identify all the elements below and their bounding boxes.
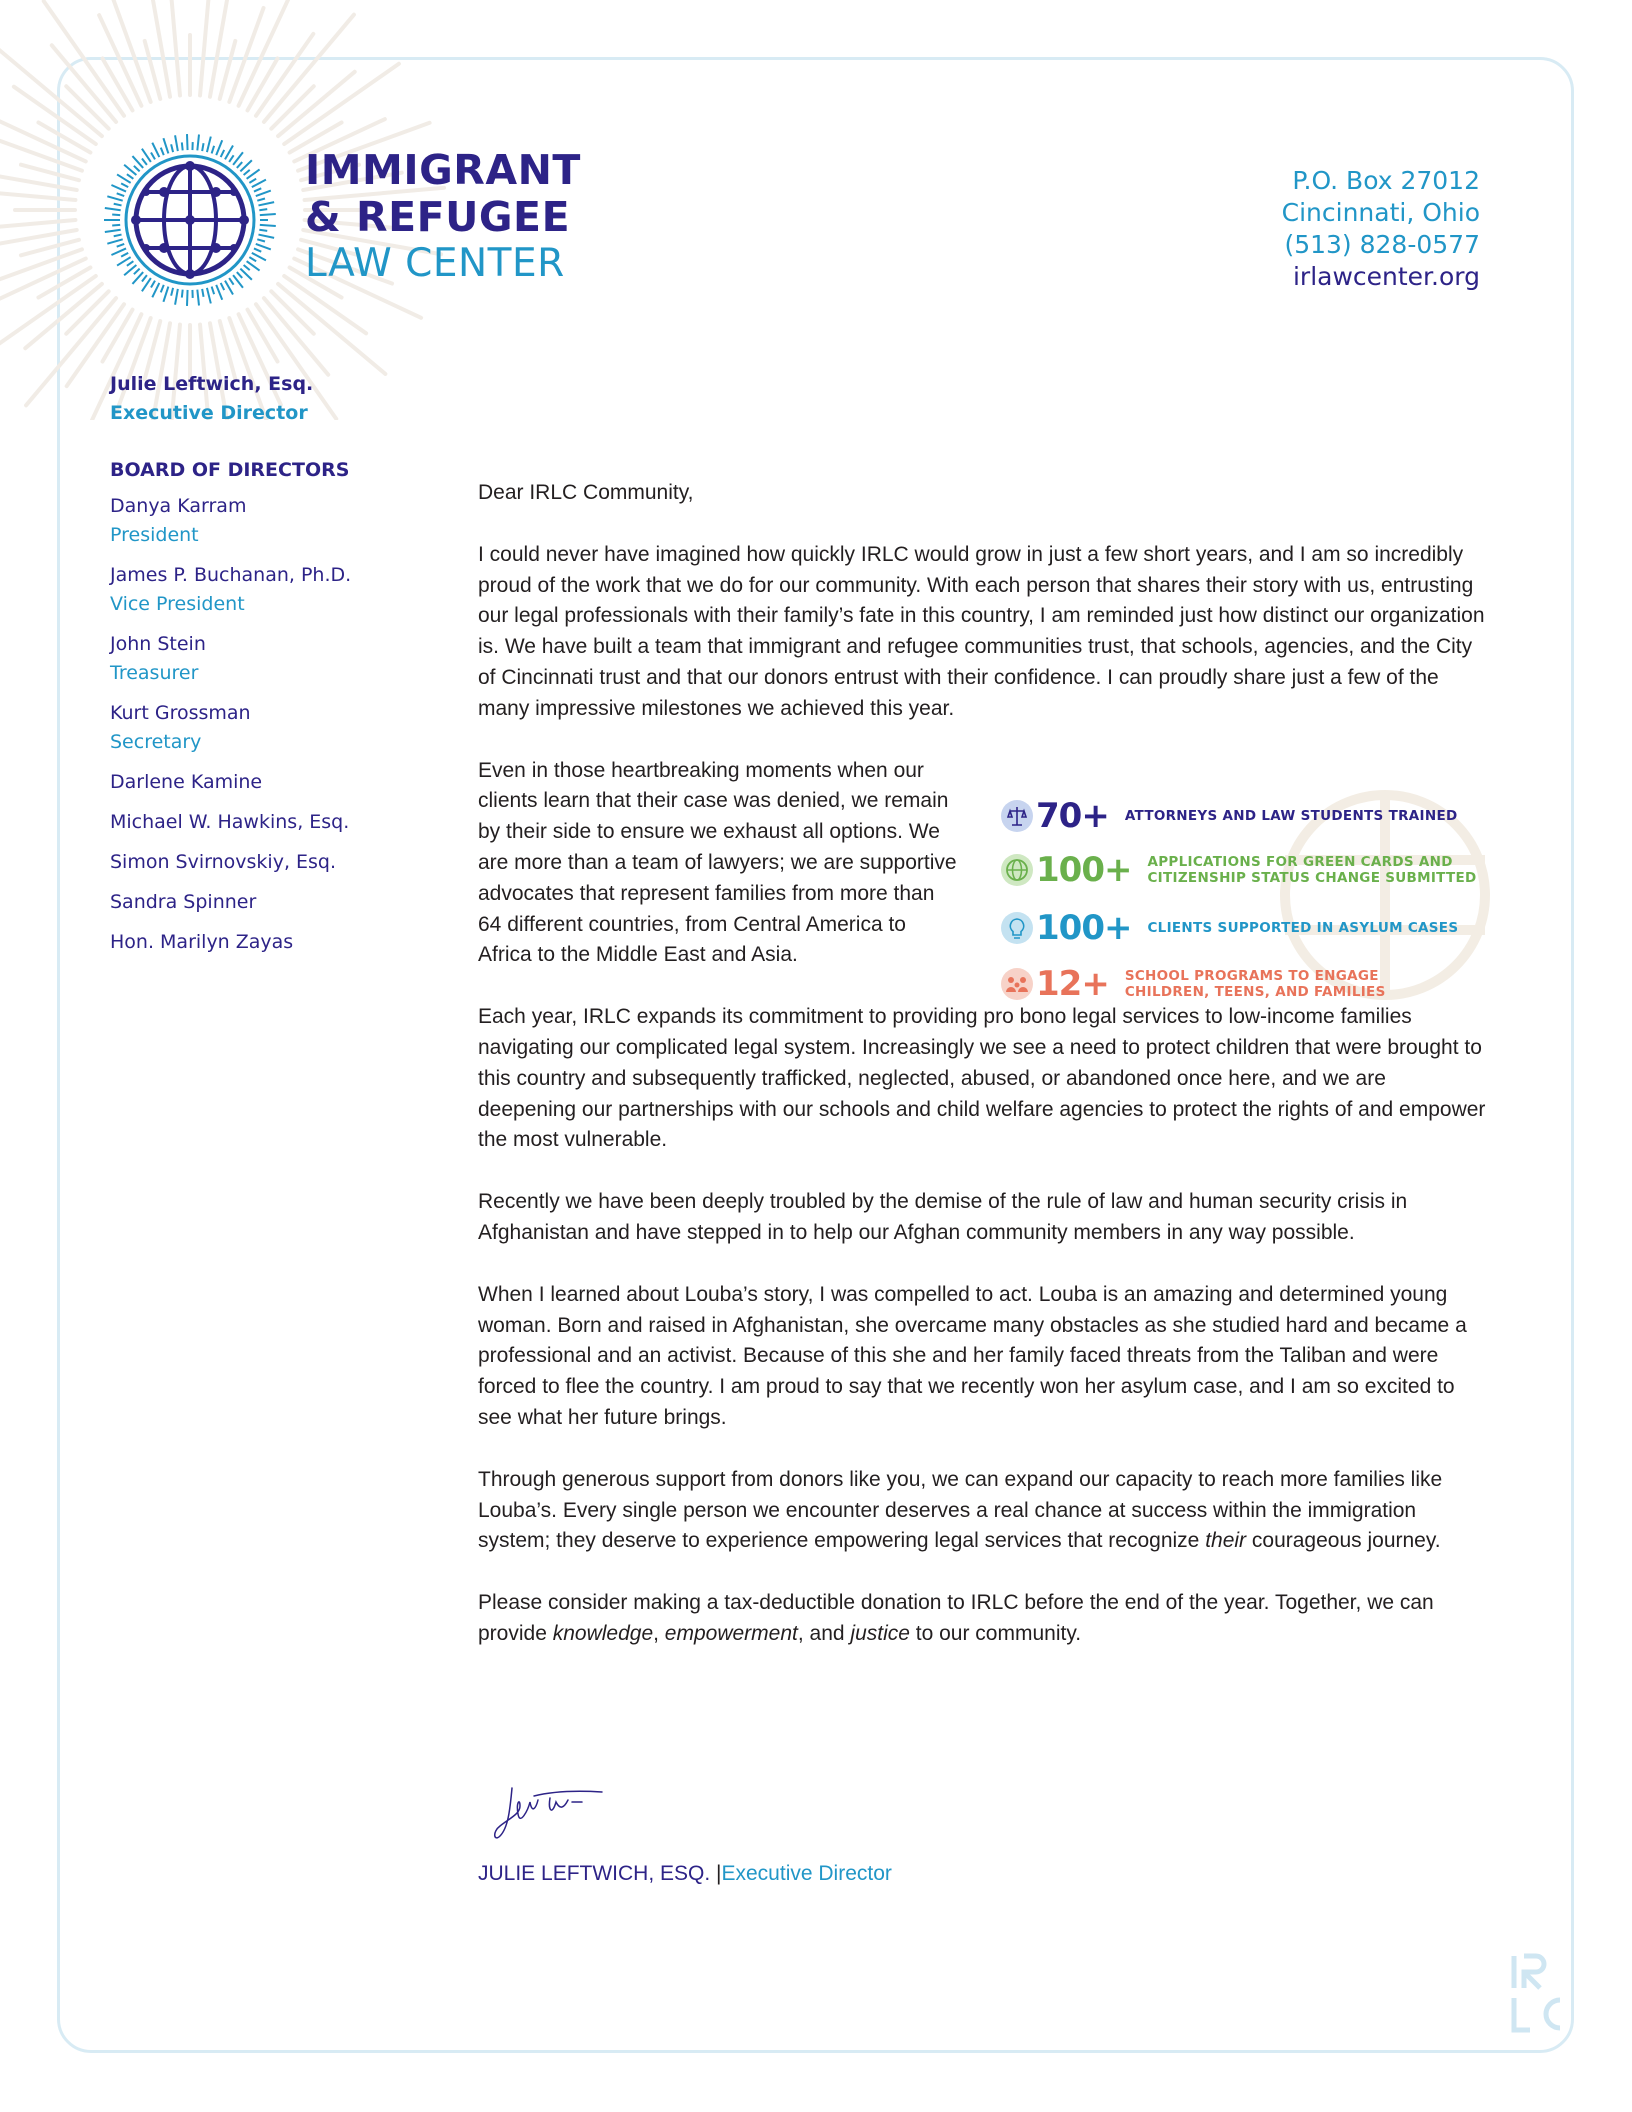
board-member (110, 888, 450, 917)
logo-tick (112, 215, 120, 216)
logo-tick (121, 253, 128, 257)
logo-tick (171, 288, 173, 296)
logo-tick (105, 208, 121, 210)
lightbulb-icon (1000, 911, 1034, 945)
board-member-name: Sandra Spinner (110, 891, 257, 913)
po-box: P.O. Box 27012 (1292, 166, 1480, 195)
logo-tick (229, 278, 233, 285)
logo-tick (107, 196, 122, 200)
logo-tick (244, 170, 250, 175)
city: Cincinnati, Ohio (1281, 198, 1480, 227)
sunburst-ray (103, 310, 133, 362)
logo-line-law-center: LAW CENTER (305, 241, 565, 286)
logo-tick (134, 166, 140, 172)
sunburst-ray (248, 310, 278, 362)
phone: (513) 828-0577 (1284, 230, 1480, 259)
sunburst-ray (38, 123, 90, 153)
logo-tick (258, 202, 274, 205)
signer-role: Executive Director (721, 1862, 892, 1885)
paragraph-afghanistan: Recently we have been deeply troubled by the demise of the rule of law and human security crisis in Afghanistan and have stepped in to help our Afghan community members in any way possible. (478, 1190, 1408, 1244)
signature-separator: | (710, 1862, 722, 1885)
logo-tick (197, 290, 199, 306)
sunburst-ray (0, 249, 82, 297)
contact-block (1282, 165, 1480, 293)
board-member-role: President (110, 524, 199, 546)
logo-tick (256, 191, 271, 196)
logo-tick (237, 272, 242, 278)
board-member (110, 768, 450, 797)
stat-label: SCHOOL PROGRAMS TO ENGAGE CHILDREN, TEENS, AND FAMILIES (1124, 968, 1386, 1000)
stat-number: 70+ (1036, 796, 1109, 836)
paragraph-intro: I could never have imagined how quickly IRLC would grow in just a few short years, and I am so incredibly proud of the work that we do for our community. With each person that shares their story with us, entrusting our legal professionals with their family’s fate in this country, I am reminded just how distinct our organization is. We have built a team that immigrant and refugee communities trust, that schools, agencies, and the City of Cincinnati trust and that our donors entrust with their confidence. I can proudly share just a few of the many impressive milestones we achieved this year. (478, 542, 1485, 720)
sunburst-ray (103, 0, 151, 102)
logo-tick (187, 134, 188, 150)
logo-line-refugee: & REFUGEE (305, 193, 571, 241)
logo-tick (260, 225, 276, 226)
logo-tick (182, 290, 183, 298)
signature-line (478, 1862, 892, 1886)
globe-icon (1000, 853, 1034, 887)
logo-tick (134, 269, 140, 275)
logo-tick (127, 174, 133, 179)
logo-tick (187, 290, 188, 306)
sunburst-ray (200, 0, 209, 95)
stat-label: CLIENTS SUPPORTED IN ASYLUM CASES (1147, 920, 1459, 936)
logo-tick (161, 148, 164, 155)
logo-tick (111, 185, 126, 192)
board-member (110, 699, 450, 757)
logo-tick (244, 265, 250, 270)
board-member-name: James P. Buchanan, Ph.D. (110, 564, 352, 586)
logo-tick (175, 135, 178, 151)
board-member-name: Darlene Kamine (110, 771, 263, 793)
board-member (110, 808, 450, 837)
logo-tick (107, 239, 122, 243)
logo-tick (142, 275, 147, 281)
logo-tick (161, 285, 164, 292)
board-member-name: Hon. Marilyn Zayas (110, 931, 294, 953)
irlc-corner-logo-icon (1500, 1950, 1570, 2040)
logo-tick (163, 287, 168, 302)
logo-tick (249, 179, 256, 183)
sunburst-ray (103, 58, 133, 110)
handwritten-signature (490, 1780, 620, 1850)
signer-name: JULIE LEFTWICH, ESQ. (478, 1862, 711, 1885)
board-member-name: Michael W. Hawkins, Esq. (110, 811, 350, 833)
logo-tick (105, 230, 121, 232)
salutation: Dear IRLC Community, (478, 481, 694, 504)
logo-tick (237, 162, 242, 168)
board-member-role: Secretary (110, 731, 202, 753)
logo-tick (212, 146, 214, 154)
board-member (110, 928, 450, 957)
board-member-name: John Stein (110, 633, 206, 655)
sunburst-ray (38, 268, 90, 298)
logo-tick (202, 143, 203, 151)
logo-tick (260, 214, 276, 215)
logo-tick (258, 235, 274, 238)
organization-logo-text (305, 146, 581, 286)
website-link[interactable]: irlawcenter.org (1292, 262, 1480, 291)
logo-tick (256, 244, 271, 249)
board-member-role: Treasurer (110, 662, 199, 684)
logo-tick (112, 225, 120, 226)
logo-tick (151, 281, 155, 288)
logo-tick (254, 188, 261, 191)
logo-tick (257, 199, 265, 201)
sunburst-ray (0, 191, 75, 200)
stat-row-school-programs (1000, 960, 1386, 1008)
logo-tick (117, 244, 125, 247)
stat-label: APPLICATIONS FOR GREEN CARDS AND CITIZENSHIP STATUS CHANGE SUBMITTED (1147, 854, 1477, 886)
logo-tick (197, 134, 199, 150)
logo-tick (212, 287, 214, 295)
logo-tick (216, 140, 222, 155)
logo-tick (221, 150, 225, 157)
paragraph-advocacy: Even in those heartbreaking moments when our clients learn that their case was denied, we remain by their side to ensure we exhaust all options. We are more than a team of lawyers; we are supportive advocates that represent families from more than 64 different countries, from Central America to Africa to the Middle East and Asia. (478, 758, 957, 967)
logo-tick (207, 288, 211, 304)
logo-tick (216, 285, 222, 300)
board-member-role: Vice President (110, 593, 245, 615)
stat-number: 100+ (1036, 908, 1132, 948)
logo-tick (240, 160, 252, 171)
family-icon (1000, 967, 1034, 1001)
paragraph-louba: When I learned about Louba’s story, I was compelled to act. Louba is an amazing and determined young woman. Born and raised in Afghanistan, she overcame many obstacles as she studied hard and became a professional and an activist. Because of this she and her family faced threats from the Taliban and were forced to flee the country. I am proud to say that we recently won her asylum case, and I am so excited to see what her future brings. (478, 1282, 1467, 1429)
globe-logo-icon (100, 130, 280, 310)
board-member-name: Danya Karram (110, 495, 247, 517)
logo-tick (171, 144, 173, 152)
board-heading: BOARD OF DIRECTORS (110, 459, 350, 481)
logo-tick (142, 159, 147, 165)
sidebar (110, 370, 450, 968)
board-member-name: Kurt Grossman (110, 702, 251, 724)
scales-icon (1000, 799, 1034, 833)
board-member-name: Simon Svirnovskiy, Esq. (110, 851, 337, 873)
logo-tick (114, 204, 122, 206)
letter-body (478, 478, 1488, 1681)
board-member (110, 848, 450, 877)
executive-title: Executive Director (110, 402, 308, 424)
board-member (110, 492, 450, 550)
executive-name: Julie Leftwich, Esq. (110, 373, 314, 395)
logo-tick (111, 248, 126, 255)
logo-tick (163, 138, 168, 153)
milestone-stats (1000, 780, 1500, 1030)
logo-tick (175, 289, 178, 305)
logo-tick (229, 155, 233, 162)
logo-tick (240, 269, 252, 280)
logo-tick (207, 137, 211, 153)
logo-tick (117, 193, 125, 196)
stat-row-attorneys (1000, 792, 1457, 840)
logo-tick (127, 261, 133, 266)
logo-tick (257, 239, 265, 241)
logo-tick (254, 248, 261, 251)
logo-tick (114, 235, 122, 237)
logo-tick (259, 230, 267, 231)
sunburst-ray (248, 58, 278, 110)
logo-tick (182, 142, 183, 150)
paragraph-commitment: Each year, IRLC expands its commitment to providing pro bono legal services to low-income families navigating our complicated legal system. Increasingly we see a need to protect children that were brought to this country and subsequently trafficked, neglected, abused, or abandoned once here, and we are deepening our partnerships with our schools and child welfare agencies to protect the rights of and empower the most vulnerable. (478, 1005, 1486, 1152)
stat-row-applications (1000, 846, 1477, 894)
stat-row-asylum (1000, 904, 1458, 952)
paragraph-donation: Please consider making a tax-deductible donation to IRLC before the end of the year. Together, we can provide knowledge, empowerment, and justice to our community. (478, 1591, 1434, 1645)
sunburst-ray (210, 0, 234, 97)
sunburst-ray (168, 0, 180, 95)
board-member (110, 630, 450, 688)
stat-number: 12+ (1036, 964, 1109, 1004)
paragraph-support: Through generous support from donors like you, we can expand our capacity to reach more families like Louba’s. Every single person we encounter deserves a real chance at success within the immigration system; they deserve to experience empowering legal services that recognize their courageous journey. (478, 1467, 1443, 1553)
stat-number: 100+ (1036, 850, 1132, 890)
stat-label: ATTORNEYS AND LAW STUDENTS TRAINED (1124, 808, 1458, 824)
logo-tick (202, 289, 203, 297)
logo-tick (259, 209, 267, 210)
board-member (110, 561, 450, 619)
logo-line-immigrant: IMMIGRANT (305, 146, 581, 194)
logo-tick (151, 152, 155, 159)
logo-tick (221, 283, 225, 290)
logo-tick (121, 183, 128, 187)
logo-tick (249, 257, 256, 261)
